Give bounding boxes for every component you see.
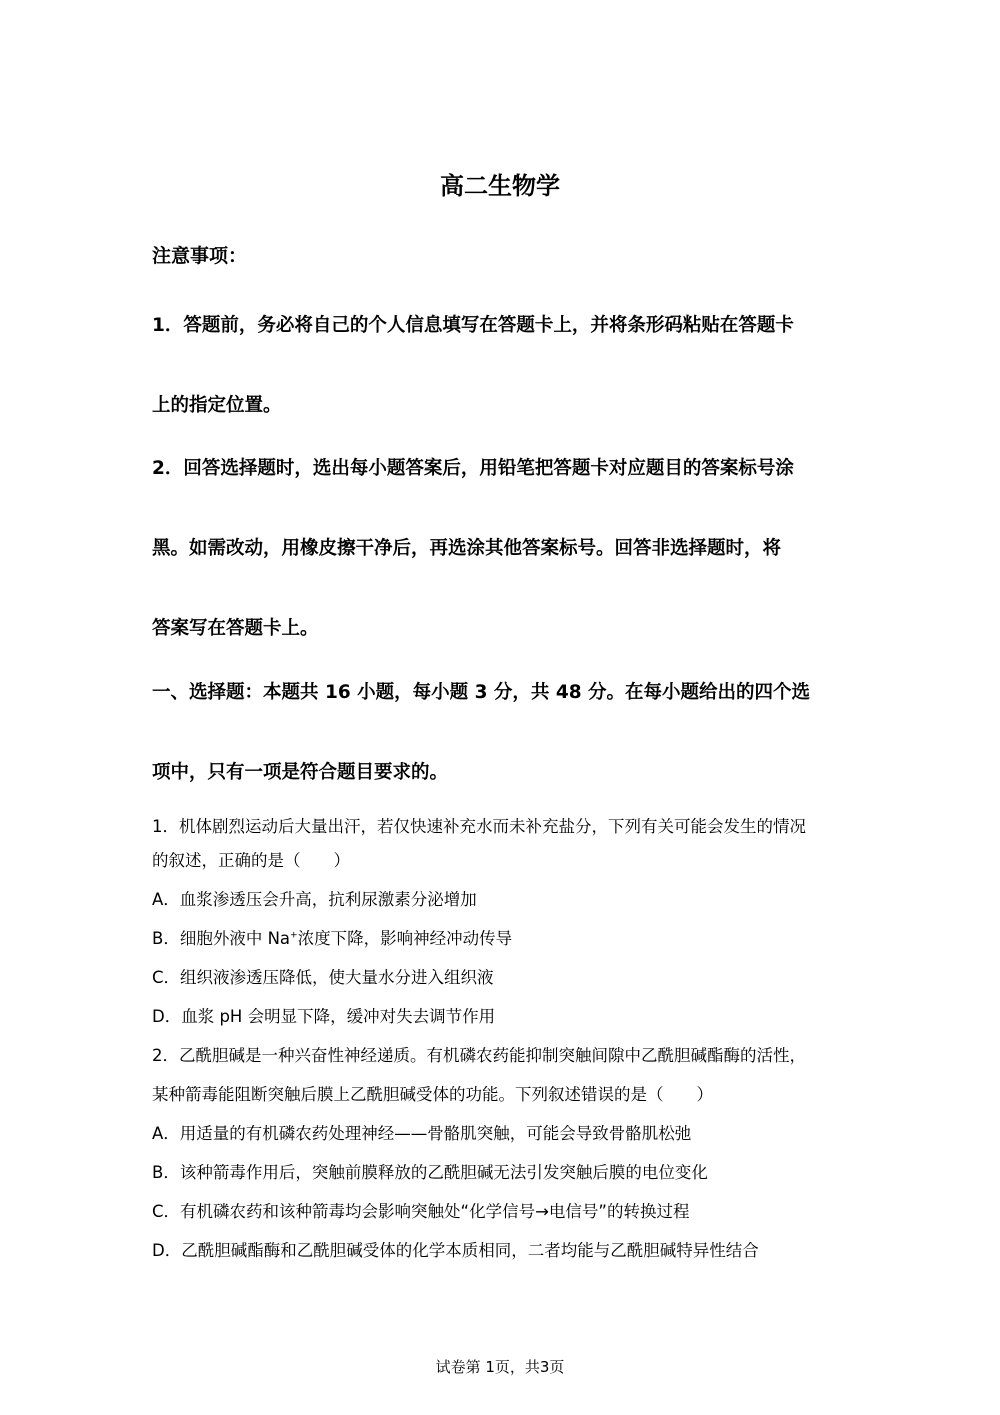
question-1-option-b — [152, 924, 862, 963]
notice-item-2-line-3: 答案写在答题卡上。 — [152, 618, 319, 639]
question-1-option-d: D．血浆 pH 会明显下降，缓冲对失去调节作用 — [152, 1007, 496, 1026]
notice-item-1-line-2: 上的指定位置。 — [152, 395, 282, 416]
question-list — [152, 812, 862, 1275]
question-1-option-b-superscript: + — [290, 930, 298, 941]
notice-item-1-line-1: 1．答题前，务必将自己的个人信息填写在答题卡上，并将条形码粘贴在答题卡 — [152, 315, 794, 336]
notice-item-2-line-2: 黑。如需改动，用橡皮擦干净后，再选涂其他答案标号。回答非选择题时，将 — [152, 538, 782, 559]
question-2-option-c: C．有机磷农药和该种箭毒均会影响突触处“化学信号→电信号”的转换过程 — [152, 1202, 690, 1221]
notice-item-2 — [152, 429, 852, 669]
question-1-option-c: C．组织液渗透压降低，使大量水分进入组织液 — [152, 968, 494, 987]
question-2-option-b: B．该种箭毒作用后，突触前膜释放的乙酰胆碱无法引发突触后膜的电位变化 — [152, 1163, 708, 1182]
question-2-option-a: A．用适量的有机磷农药处理神经——骨骼肌突触，可能会导致骨骼肌松弛 — [152, 1124, 692, 1143]
question-1-option-b-text-rest: 浓度下降，影响神经冲动传导 — [297, 929, 513, 948]
section-1-heading — [152, 653, 852, 813]
question-2-stem-line-2: 某种箭毒能阻断突触后膜上乙酰胆碱受体的功能。下列叙述错误的是（ ） — [152, 1085, 713, 1104]
page-footer: 试卷第 1页，共3页 — [435, 1358, 565, 1376]
notes-heading: 注意事项： — [152, 245, 248, 267]
question-2-stem-line-1: 2．乙酰胆碱是一种兴奋性神经递质。有机磷农药能抑制突触间隙中乙酰胆碱酯酶的活性， — [152, 1046, 806, 1065]
question-2-option-d: D．乙酰胆碱酯酶和乙酰胆碱受体的化学本质相同，二者均能与乙酰胆碱特异性结合 — [152, 1241, 759, 1260]
section-1-heading-line-2: 项中，只有一项是符合题目要求的。 — [152, 762, 449, 783]
notice-item-2-line-1: 2．回答选择题时，选出每小题答案后，用铅笔把答题卡对应题目的答案标号涂 — [152, 458, 794, 479]
section-1-heading-line-1: 一、选择题：本题共 16 小题，每小题 3 分，共 48 分。在每小题给出的四个选 — [152, 682, 811, 703]
page-title: 高二生物学 — [440, 172, 560, 200]
notice-item-1 — [152, 286, 852, 446]
question-2 — [152, 1041, 862, 1275]
question-1-stem-line-2: 的叙述，正确的是（ ） — [152, 851, 350, 870]
question-1-option-a: A．血浆渗透压会升高，抗利尿激素分泌增加 — [152, 890, 477, 909]
question-1 — [152, 812, 862, 1041]
question-1-option-b-text: B．细胞外液中 Na — [152, 929, 291, 948]
question-1-stem-line-1: 1．机体剧烈运动后大量出汗，若仅快速补充水而未补充盐分，下列有关可能会发生的情况 — [152, 817, 806, 836]
